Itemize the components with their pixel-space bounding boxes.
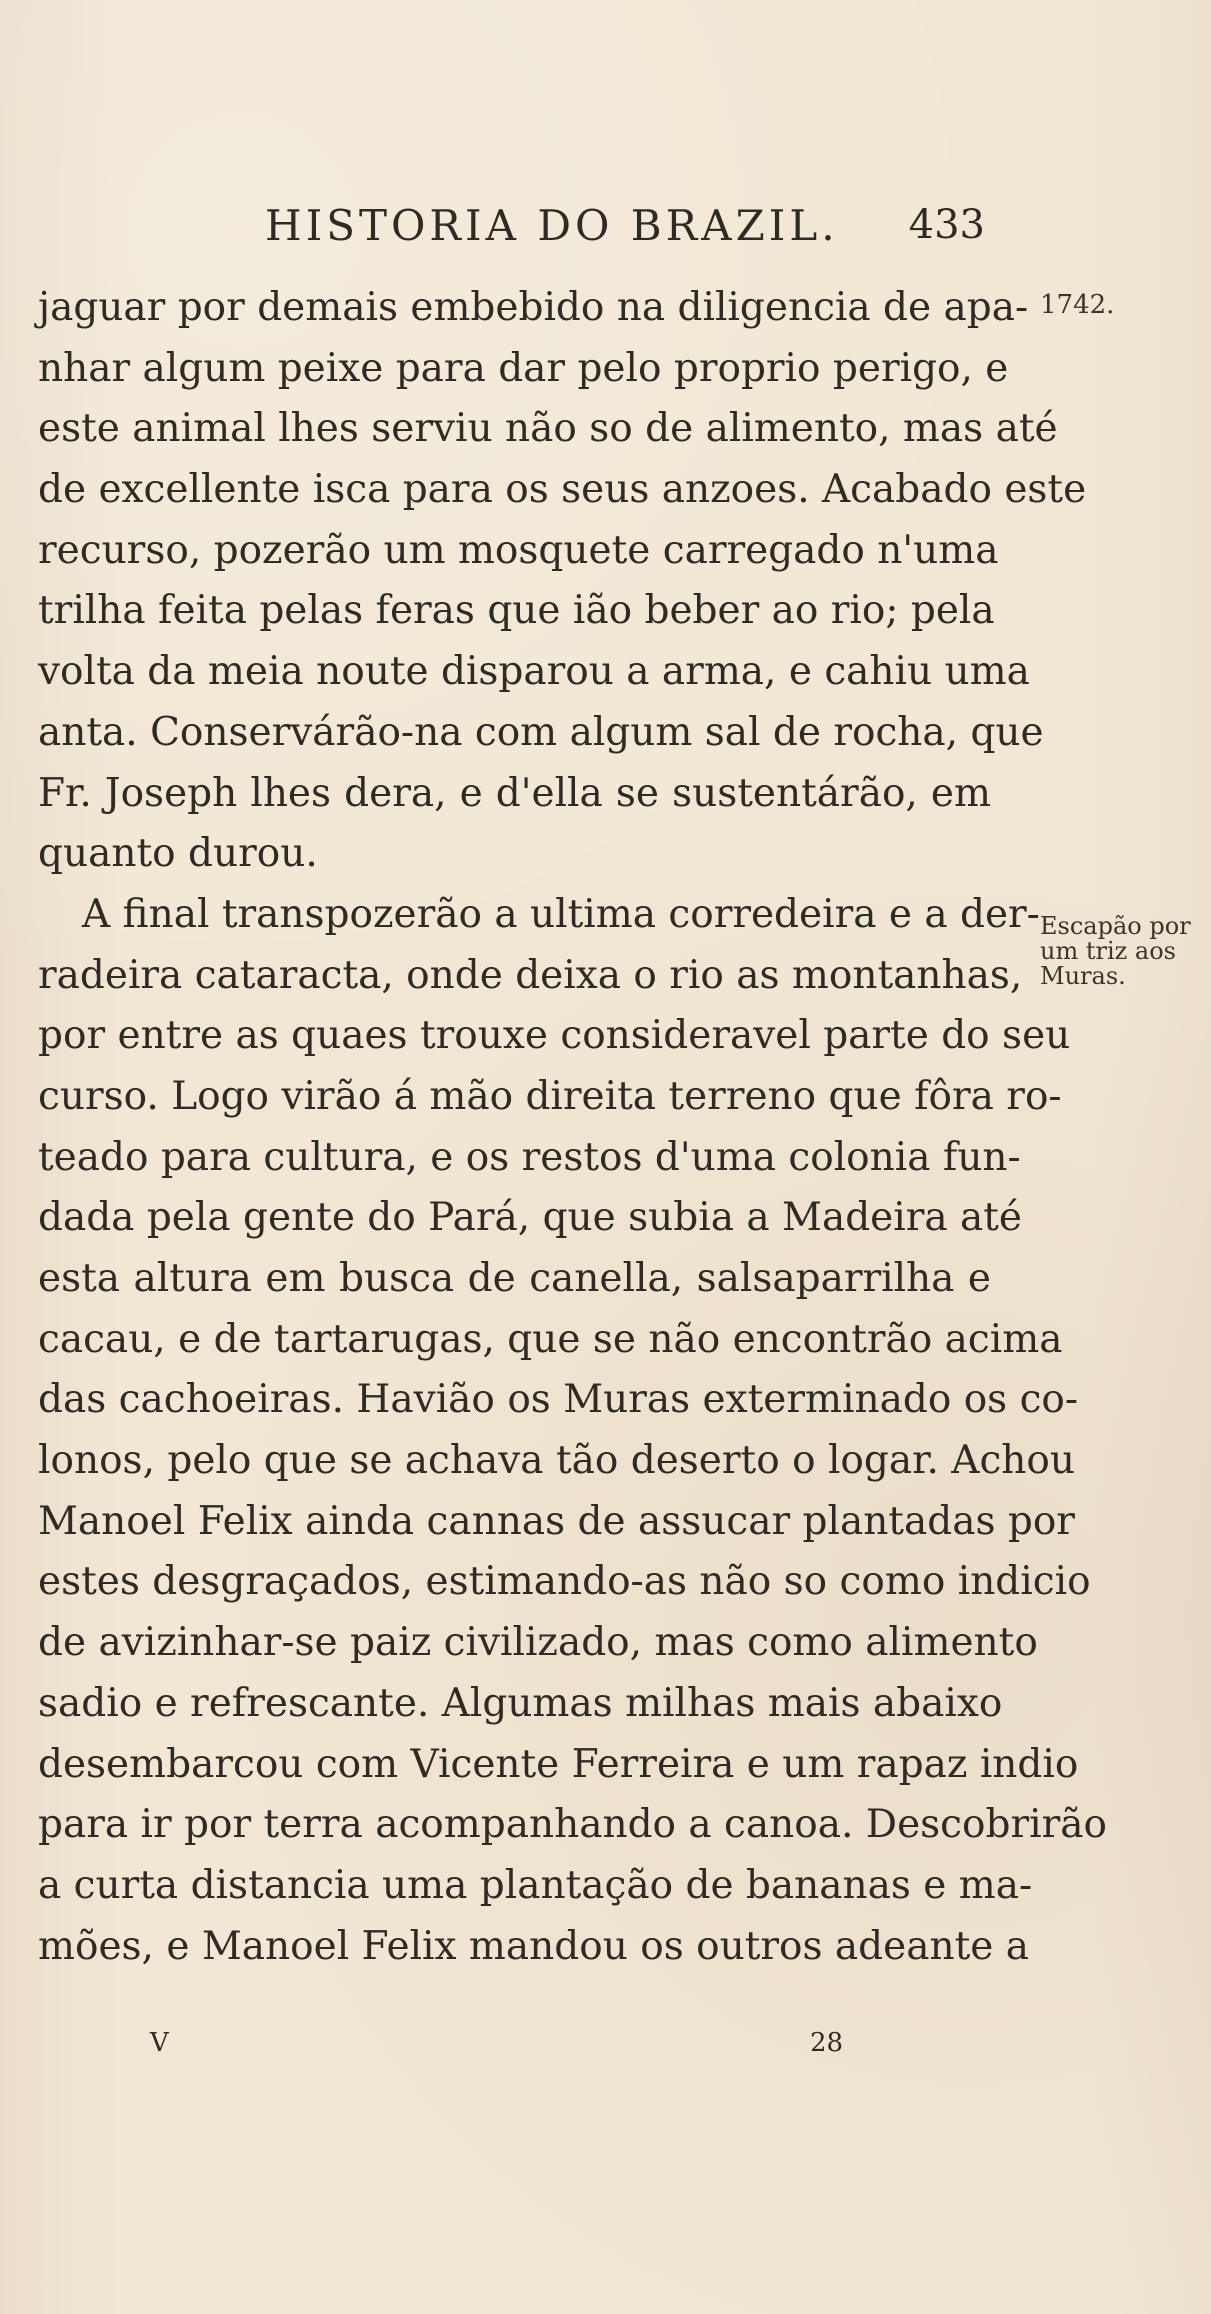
page-header bbox=[265, 201, 985, 265]
body-line: de excellente isca para os seus anzoes. Acabado este bbox=[38, 467, 1087, 513]
margin-side-note-line-2: um triz aos bbox=[1040, 937, 1176, 966]
body-line: recurso, pozerão um mosquete carregado n'uma bbox=[38, 527, 999, 573]
sheet-number: 28 bbox=[810, 2028, 844, 2058]
running-head: HISTORIA DO BRAZIL. bbox=[265, 201, 839, 250]
body-line: Fr. Joseph lhes dera, e d'ella se sustentárão, em bbox=[38, 770, 991, 816]
body-line: dada pela gente do Pará, que subia a Madeira até bbox=[38, 1195, 1023, 1241]
body-line: quanto durou. bbox=[38, 831, 318, 877]
body-line: nhar algum peixe para dar pelo proprio perigo, e bbox=[38, 345, 1009, 391]
body-line: volta da meia noute disparou a arma, e cahiu uma bbox=[38, 649, 1030, 695]
margin-year: 1742. bbox=[1040, 290, 1115, 320]
body-line: esta altura em busca de canella, salsaparrilha e bbox=[38, 1256, 991, 1301]
body-line: sadio e refrescante. Algumas milhas mais abaixo bbox=[38, 1680, 1003, 1726]
body-line: trilha feita pelas feras que ião beber ao rio; pela bbox=[38, 588, 995, 634]
body-line: para ir por terra acompanhando a canoa. Descobrirão bbox=[38, 1802, 1107, 1848]
body-line: curso. Logo virão á mão direita terreno que fôra ro- bbox=[38, 1073, 1062, 1119]
body-line: de avizinhar-se paiz civilizado, mas como alimento bbox=[38, 1620, 1038, 1666]
margin-side-note bbox=[1040, 914, 1190, 990]
page-footer bbox=[150, 2028, 870, 2068]
margin-side-note-line-3: Muras. bbox=[1040, 962, 1126, 991]
body-line: A final transpozerão a ultima corredeira e a der- bbox=[82, 891, 1040, 937]
body-line: Manoel Felix ainda cannas de assucar plantadas por bbox=[38, 1498, 1075, 1544]
signature-mark: V bbox=[150, 2028, 169, 2058]
body-line: radeira cataracta, onde deixa o rio as montanhas, bbox=[38, 952, 1023, 998]
body-line: este animal lhes serviu não so de alimento, mas até bbox=[38, 406, 1058, 452]
body-line: jaguar por demais embebido na diligencia de apa- bbox=[38, 285, 1029, 330]
margin-side-note-line-1: Escapão por bbox=[1040, 912, 1191, 940]
body-line: teado para cultura, e os restos d'uma colonia fun- bbox=[38, 1134, 1021, 1180]
body-line: a curta distancia uma plantação de bananas e ma- bbox=[38, 1862, 1033, 1908]
body-line: estes desgraçados, estimando-as não so como indicio bbox=[38, 1559, 1091, 1605]
body-line: anta. Conservárão-na com algum sal de rocha, que bbox=[38, 709, 1044, 755]
body-line: mões, e Manoel Felix mandou os outros adeante a bbox=[38, 1923, 1029, 1969]
body-line: por entre as quaes trouxe consideravel parte do seu bbox=[38, 1013, 1071, 1059]
body-line: cacau, e de tartarugas, que se não encontrão acima bbox=[38, 1316, 1063, 1362]
body-line: desembarcou com Vicente Ferreira e um rapaz indio bbox=[38, 1741, 1079, 1787]
body-line: lonos, pelo que se achava tão deserto o logar. Achou bbox=[38, 1438, 1076, 1484]
page-number: 433 bbox=[908, 202, 985, 248]
body-line: das cachoeiras. Havião os Muras exterminado os co- bbox=[38, 1377, 1079, 1423]
